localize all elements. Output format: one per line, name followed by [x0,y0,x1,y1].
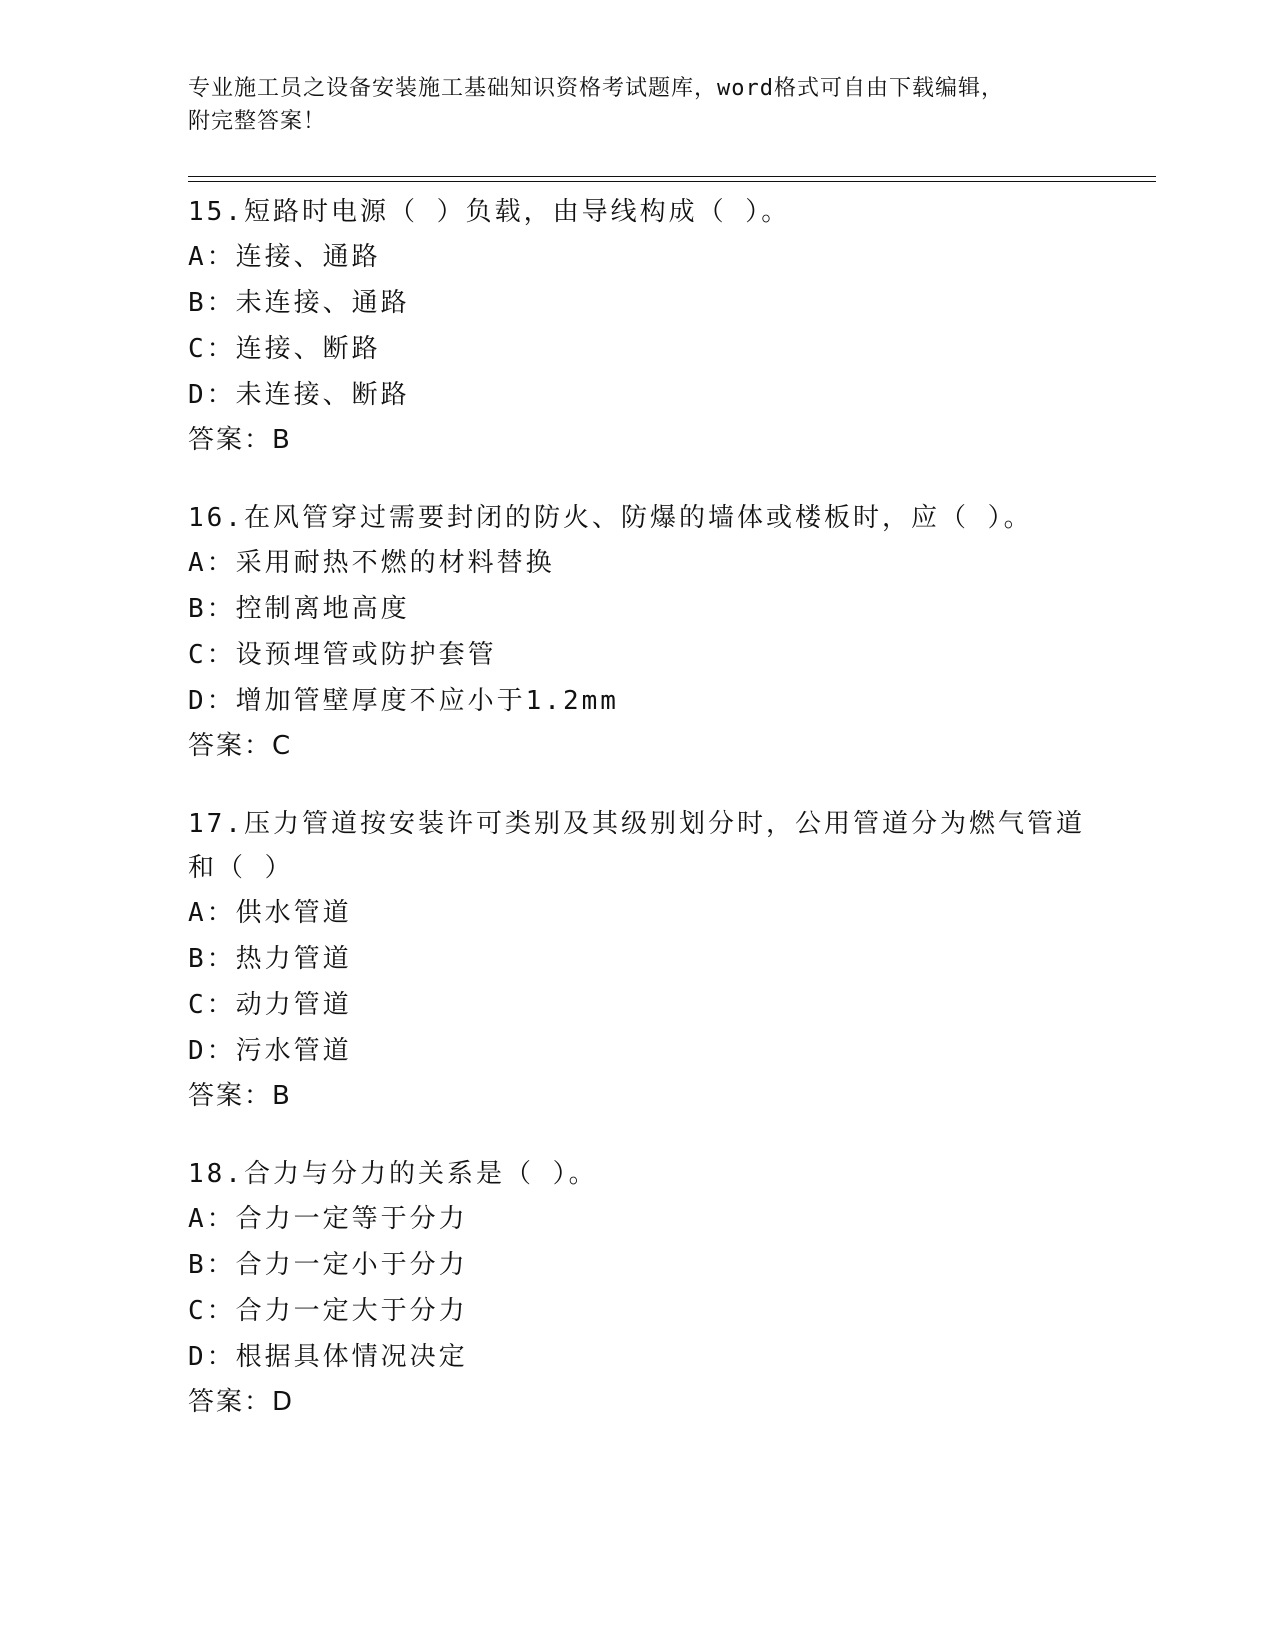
question-text: 18.合力与分力的关系是（ ）。 [188,1159,598,1189]
question-list [188,190,1088,1458]
header-divider-top [188,176,1156,177]
answer-line: 答案：B [188,425,292,455]
option-b: B：控制离地高度 [188,594,410,624]
header-line-2: 附完整答案！ [188,109,327,134]
question-15 [188,190,1088,462]
option-b: B：热力管道 [188,944,352,974]
option-d: D：污水管道 [188,1036,352,1066]
answer-line: 答案：D [188,1387,295,1417]
option-c: C：连接、断路 [188,334,381,364]
option-c: C：动力管道 [188,990,352,1020]
option-c: C：合力一定大于分力 [188,1296,468,1326]
question-text: 15.短路时电源（ ）负载，由导线构成（ ）。 [188,197,791,227]
question-text: 16.在风管穿过需要封闭的防火、防爆的墙体或楼板时，应（ ）。 [188,503,1033,533]
option-d: D：根据具体情况决定 [188,1342,468,1372]
question-text: 17.压力管道按安装许可类别及其级别划分时，公用管道分为燃气管道和（ ） [188,809,1085,883]
option-b: B：合力一定小于分力 [188,1250,468,1280]
header-divider-bottom [188,181,1156,182]
option-a: A：连接、通路 [188,242,381,272]
option-a: A：合力一定等于分力 [188,1204,468,1234]
option-b: B：未连接、通路 [188,288,410,318]
question-16 [188,496,1088,768]
option-a: A：供水管道 [188,898,352,928]
option-c: C：设预埋管或防护套管 [188,640,497,670]
header-line-1: 专业施工员之设备安装施工基础知识资格考试题库，word格式可自由下载编辑， [188,76,1004,101]
question-17 [188,802,1088,1118]
option-d: D：增加管壁厚度不应小于1.2mm [188,686,619,716]
question-18 [188,1152,1088,1424]
option-a: A：采用耐热不燃的材料替换 [188,548,555,578]
document-header [188,72,1088,138]
answer-line: 答案：B [188,1081,292,1111]
answer-line: 答案：C [188,731,293,761]
option-d: D：未连接、断路 [188,380,410,410]
